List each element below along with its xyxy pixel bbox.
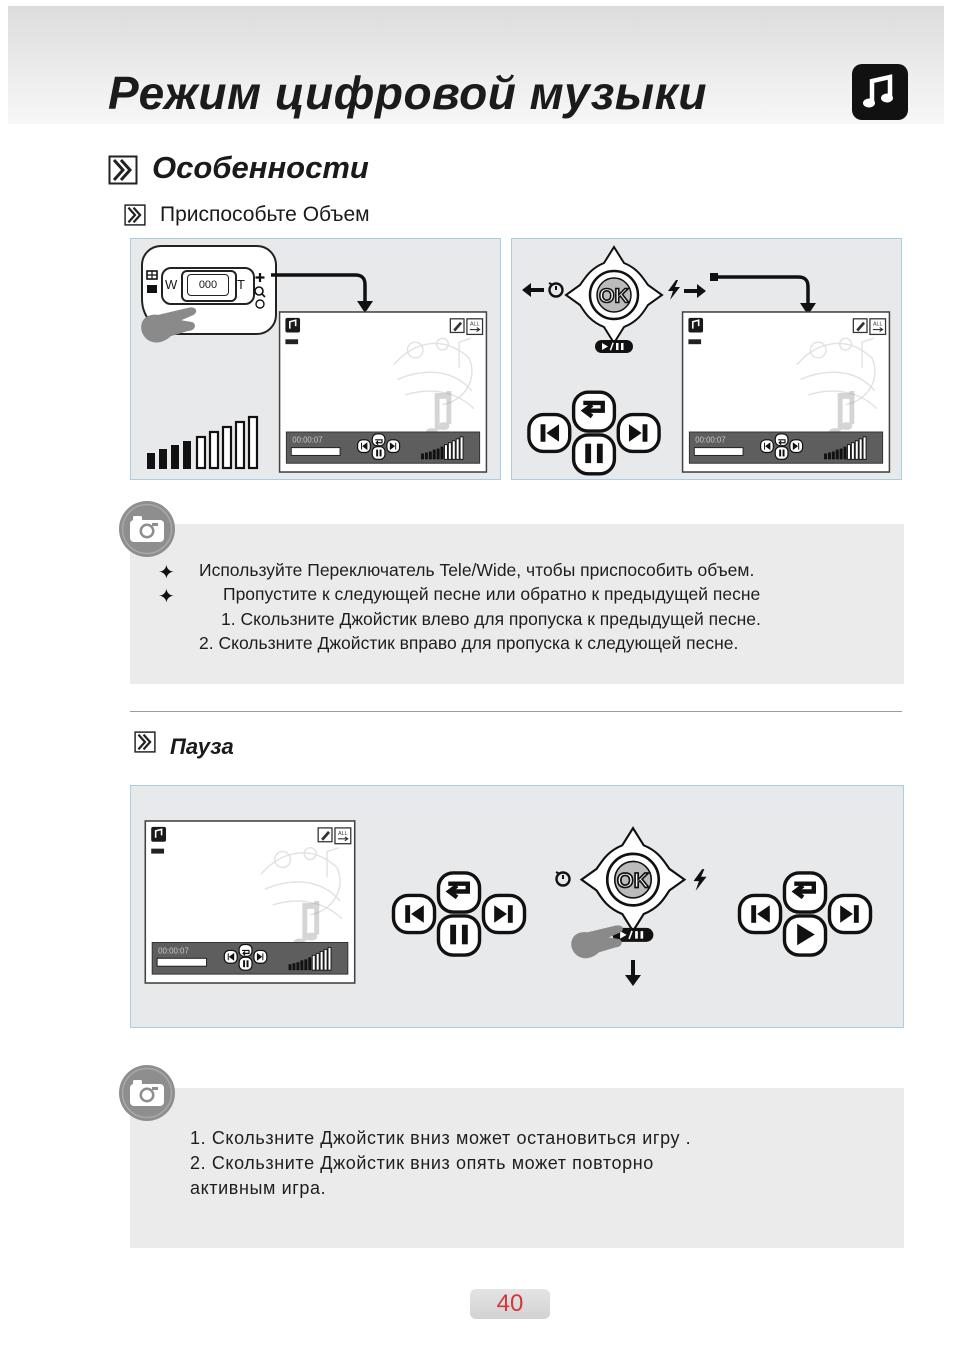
section-chevron-icon xyxy=(108,155,138,185)
volume-diagram-left xyxy=(130,238,501,480)
playback-pad-pause[interactable] xyxy=(526,389,662,477)
volume-level-icon xyxy=(145,411,265,471)
section-title: Особенности xyxy=(152,150,369,185)
volume-title: Приспособьте Объем xyxy=(160,203,370,226)
arrow-icon xyxy=(267,267,379,317)
bullet-star-icon: ✦ xyxy=(158,562,175,584)
volume-diagram-right xyxy=(511,238,902,480)
camera-tip-icon xyxy=(118,500,176,558)
hand-pointer-icon xyxy=(565,914,641,964)
volume-note-line: Используйте Переключатель Tele/Wide, чтобы приспособить объем. xyxy=(199,560,755,580)
arrow-right-icon xyxy=(682,282,708,300)
hand-pointer-icon xyxy=(135,295,215,349)
volume-note-line: 1. Скользните Джойстик влево для пропуска к предыдущей песне. xyxy=(221,609,761,629)
zoom-display: 000 xyxy=(187,274,229,296)
tele-label: T xyxy=(237,277,245,292)
lcd-screen-skip xyxy=(676,311,896,473)
music-note-icon xyxy=(852,64,908,120)
section-divider xyxy=(130,711,902,712)
pause-note-line: 2. Скользните Джойстик вниз опять может повторно xyxy=(190,1153,654,1173)
page-title: Режим цифровой музыки xyxy=(108,67,707,119)
arrow-left-icon xyxy=(520,281,546,299)
pause-diagram xyxy=(130,785,904,1028)
volume-note-line: 2. Скользните Джойстик вправо для пропуска к следующей песне. xyxy=(199,633,739,653)
playback-pad-play[interactable] xyxy=(735,870,875,958)
pause-note-line: 1. Скользните Джойстик вниз может остановиться игру . xyxy=(190,1128,692,1148)
grid-icon xyxy=(145,269,159,297)
timer-icon xyxy=(546,279,566,299)
subsection-chevron-icon xyxy=(123,204,147,226)
zoom-plus-icon xyxy=(253,271,267,311)
camera-tip-icon xyxy=(118,1064,176,1122)
volume-note-line: Пропустите к следующей песне или обратно к предыдущей песне xyxy=(223,584,761,604)
subsection-chevron-icon xyxy=(133,731,157,753)
playback-pad-pause[interactable] xyxy=(389,870,529,958)
joystick-icon[interactable] xyxy=(564,245,664,355)
lcd-screen-pause xyxy=(139,820,361,984)
pause-title: Пауза xyxy=(170,734,234,759)
arrow-down-icon xyxy=(623,958,643,988)
flash-icon xyxy=(691,868,709,892)
page-number-box xyxy=(470,1289,550,1319)
flash-icon xyxy=(666,279,682,301)
bullet-star-icon: ✦ xyxy=(158,586,175,608)
wide-label: W xyxy=(165,277,178,292)
pause-note-line: активным игра. xyxy=(190,1178,327,1198)
timer-icon xyxy=(553,868,573,888)
page-number: 40 xyxy=(496,1290,524,1317)
lcd-screen-volume xyxy=(273,311,493,473)
